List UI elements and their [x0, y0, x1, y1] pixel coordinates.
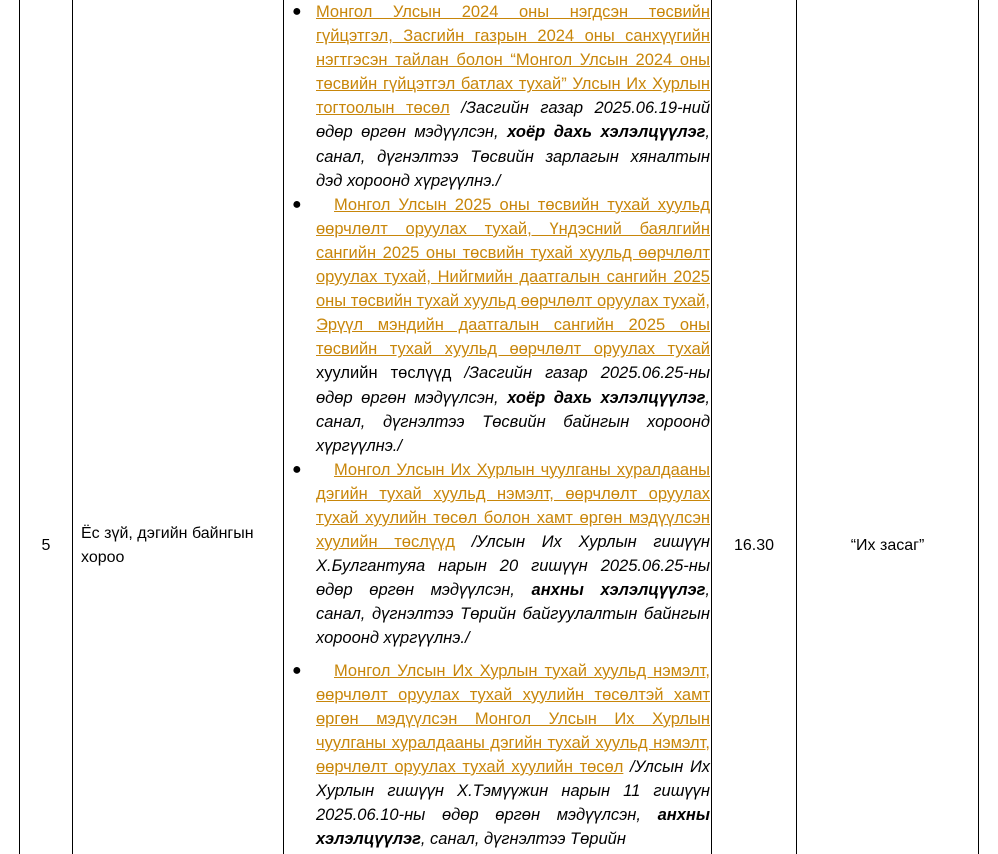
bullet-icon: ●	[292, 3, 302, 20]
column-border	[72, 0, 73, 854]
agenda-item-link[interactable]: Монгол Улсын Их Хурлын чуулганы хуралдааны дэгийн тухай хуульд нэмэлт, өөрчлөлт оруулах тухай хуулийн төсөл болон хамт өргөн мэдүүлсэн хуулийн төслүүд	[316, 460, 710, 552]
bullet-icon: ●	[292, 661, 302, 679]
agenda-item-link[interactable]: Монгол Улсын Их Хурлын тухай хуульд нэмэлт, өөрчлөлт оруулах тухай хуулийн төсөлтэй хамт өргөн мэдүүлсэн Монгол Улсын Их Хурлын чуулганы хуралдааны дэгийн тухай хуульд нэмэлт, өөрчлөлт оруулах тухай хуулийн төсөл	[316, 661, 710, 776]
agenda-item-link[interactable]: Монгол Улсын 2025 оны төсвийн тухай хуульд өөрчлөлт оруулах тухай, Үндэсний баялгийн сангийн 2025 оны төсвийн тухай хуульд өөрчлөлт оруулах тухай, Нийгмийн даатгалын сангийн 2025 оны төсвийн тухай хуульд өөрчлөлт оруулах тухай, Эрүүл мэндийн даатгалын сангийн 2025 оны төсвийн тухай хуульд өөрчлөлт оруулах тухай	[316, 195, 710, 359]
agenda-item	[285, 458, 710, 651]
column-border	[978, 0, 979, 854]
column-border	[711, 0, 712, 854]
agenda-item-note: /Улсын Их Хурлын гишүүн Х.Тэмүүжин нарын 11 гишүүн 2025.06.10-ны өдөр өргөн мэдүүлсэн, анхны хэлэлцүүлэг, санал, дүгнэлтээ Төрийн	[316, 757, 710, 849]
bullet-icon: ●	[292, 195, 302, 213]
bullet-icon: ●	[292, 460, 302, 478]
committee-name: Ёс зүй, дэгийн байнгын хороо	[81, 525, 254, 566]
agenda-item	[285, 0, 710, 193]
row-number: 5	[41, 537, 51, 554]
column-border	[796, 0, 797, 854]
column-border	[283, 0, 284, 854]
agenda-item-note: /Засгийн газар 2025.06.19-ний өдөр өргөн мэдүүлсэн, хоёр дахь хэлэлцүүлэг, санал, дүгнэлтээ Төсвийн зарлагын хяналтын дэд хороонд хүргүүлнэ./	[316, 99, 711, 190]
agenda-item	[285, 659, 710, 852]
column-border	[19, 0, 20, 854]
agenda-item-note: /Улсын Их Хурлын гишүүн Х.Булгантуяа нарын 20 гишүүн 2025.06.25-ны өдөр өргөн мэдүүлсэн, анхны хэлэлцүүлэг, санал, дүгнэлтээ Төрийн байгуулалтын байнгын хороонд хүргүүлнэ./	[316, 533, 711, 648]
agenda-item-note: /Засгийн газар 2025.06.25-ны өдөр өргөн мэдүүлсэн, хоёр дахь хэлэлцүүлэг, санал, дүгнэлтээ Төсвийн байнгын хороонд хүргүүлнэ./	[316, 364, 711, 455]
session-time: 16.30	[733, 537, 775, 554]
agenda-item-plain: хуулийн төслүүд	[316, 364, 465, 383]
session-hall: “Их засаг”	[850, 537, 925, 554]
agenda-list	[285, 0, 710, 851]
agenda-item	[285, 193, 710, 458]
agenda-item-link[interactable]: Монгол Улсын 2024 оны нэгдсэн төсвийн гүйцэтгэл, Засгийн газрын 2024 оны санхүүгийн нэгтгэсэн тайлан болон “Монгол Улсын 2024 оны төсвийн гүйцэтгэл батлах тухай” Улсын Их Хурлын тогтоолын төсөл	[316, 3, 710, 118]
